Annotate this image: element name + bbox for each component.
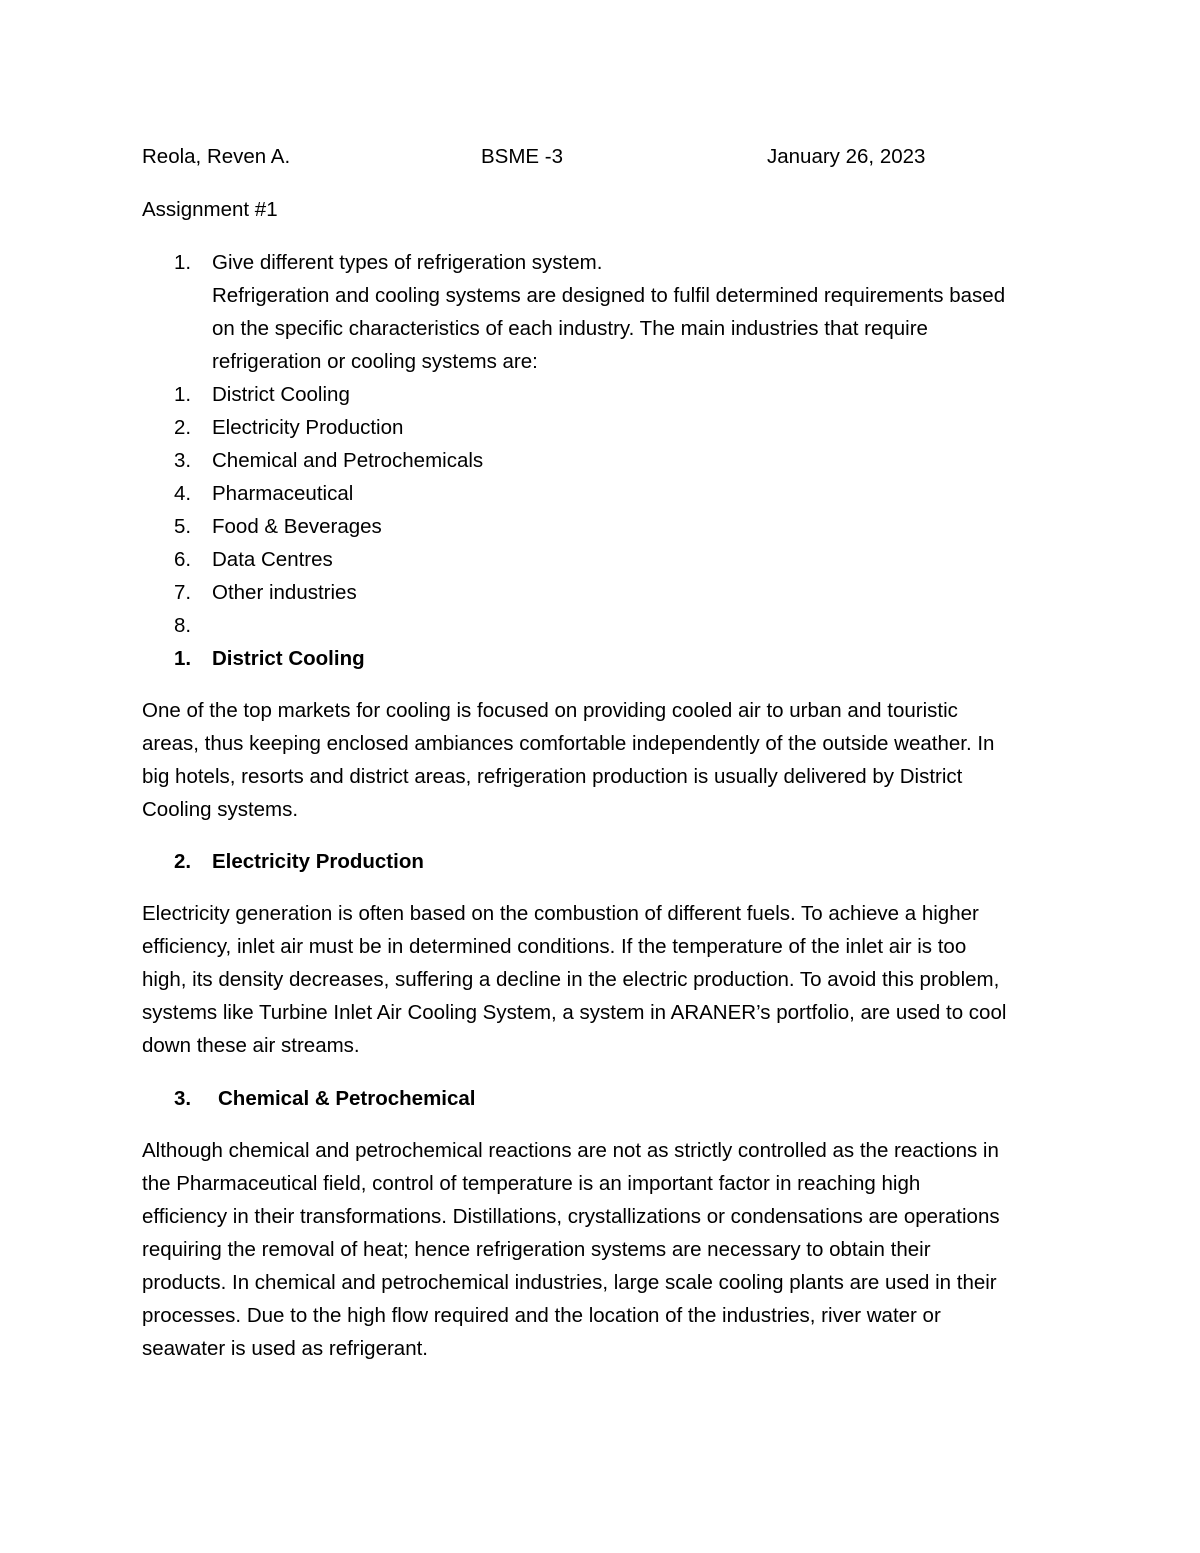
list-item: Chemical and Petrochemicals	[212, 449, 484, 472]
date-label: January 26, 2023	[767, 145, 926, 168]
list-item-number: 4.	[174, 482, 192, 505]
list-item-number: 5.	[174, 515, 192, 538]
assignment-title: Assignment #1	[142, 198, 278, 221]
paragraph-line: seawater is used as refrigerant.	[142, 1337, 428, 1360]
section-number: 3.	[174, 1087, 192, 1110]
section-heading: District Cooling	[212, 647, 365, 670]
paragraph-line: areas, thus keeping enclosed ambiances comfortable independently of the outside weather. In	[142, 732, 995, 755]
list-item-number: 8.	[174, 614, 192, 637]
paragraph-line: down these air streams.	[142, 1034, 360, 1057]
section-number: 1.	[174, 647, 192, 670]
list-item-number: 1.	[174, 383, 192, 406]
paragraph-line: products. In chemical and petrochemical industries, large scale cooling plants are used in their	[142, 1271, 997, 1294]
list-item: Pharmaceutical	[212, 482, 354, 505]
paragraph-line: systems like Turbine Inlet Air Cooling System, a system in ARANER’s portfolio, are used to cool	[142, 1001, 1007, 1024]
list-item: District Cooling	[212, 383, 350, 406]
question-text: Give different types of refrigeration system.	[212, 251, 603, 274]
list-item: Data Centres	[212, 548, 333, 571]
list-item-number: 7.	[174, 581, 192, 604]
list-item: Electricity Production	[212, 416, 404, 439]
paragraph-line: One of the top markets for cooling is focused on providing cooled air to urban and touristic	[142, 699, 958, 722]
question-number: 1.	[174, 251, 192, 274]
intro-line: on the specific characteristics of each industry. The main industries that require	[212, 317, 928, 340]
list-item-number: 6.	[174, 548, 192, 571]
section-number: 2.	[174, 850, 192, 873]
paragraph-line: big hotels, resorts and district areas, refrigeration production is usually delivered by District	[142, 765, 963, 788]
paragraph-line: efficiency in their transformations. Distillations, crystallizations or condensations are operations	[142, 1205, 1000, 1228]
intro-line: refrigeration or cooling systems are:	[212, 350, 538, 373]
intro-line: Refrigeration and cooling systems are designed to fulfil determined requirements based	[212, 284, 1006, 307]
student-name: Reola, Reven A.	[142, 145, 291, 168]
paragraph-line: efficiency, inlet air must be in determined conditions. If the temperature of the inlet air is too	[142, 935, 967, 958]
section-heading: Electricity Production	[212, 850, 424, 873]
paragraph-line: processes. Due to the high flow required and the location of the industries, river water or	[142, 1304, 941, 1327]
section-heading: Chemical & Petrochemical	[218, 1087, 476, 1110]
list-item: Other industries	[212, 581, 357, 604]
paragraph-line: Cooling systems.	[142, 798, 299, 821]
paragraph-line: high, its density decreases, suffering a decline in the electric production. To avoid this problem,	[142, 968, 1000, 991]
course-label: BSME -3	[481, 145, 564, 168]
paragraph-line: requiring the removal of heat; hence refrigeration systems are necessary to obtain their	[142, 1238, 931, 1261]
list-item-number: 2.	[174, 416, 192, 439]
list-item: Food & Beverages	[212, 515, 382, 538]
paragraph-line: Electricity generation is often based on the combustion of different fuels. To achieve a higher	[142, 902, 979, 925]
paragraph-line: Although chemical and petrochemical reactions are not as strictly controlled as the reactions in	[142, 1139, 999, 1162]
paragraph-line: the Pharmaceutical field, control of temperature is an important factor in reaching high	[142, 1172, 921, 1195]
list-item-number: 3.	[174, 449, 192, 472]
